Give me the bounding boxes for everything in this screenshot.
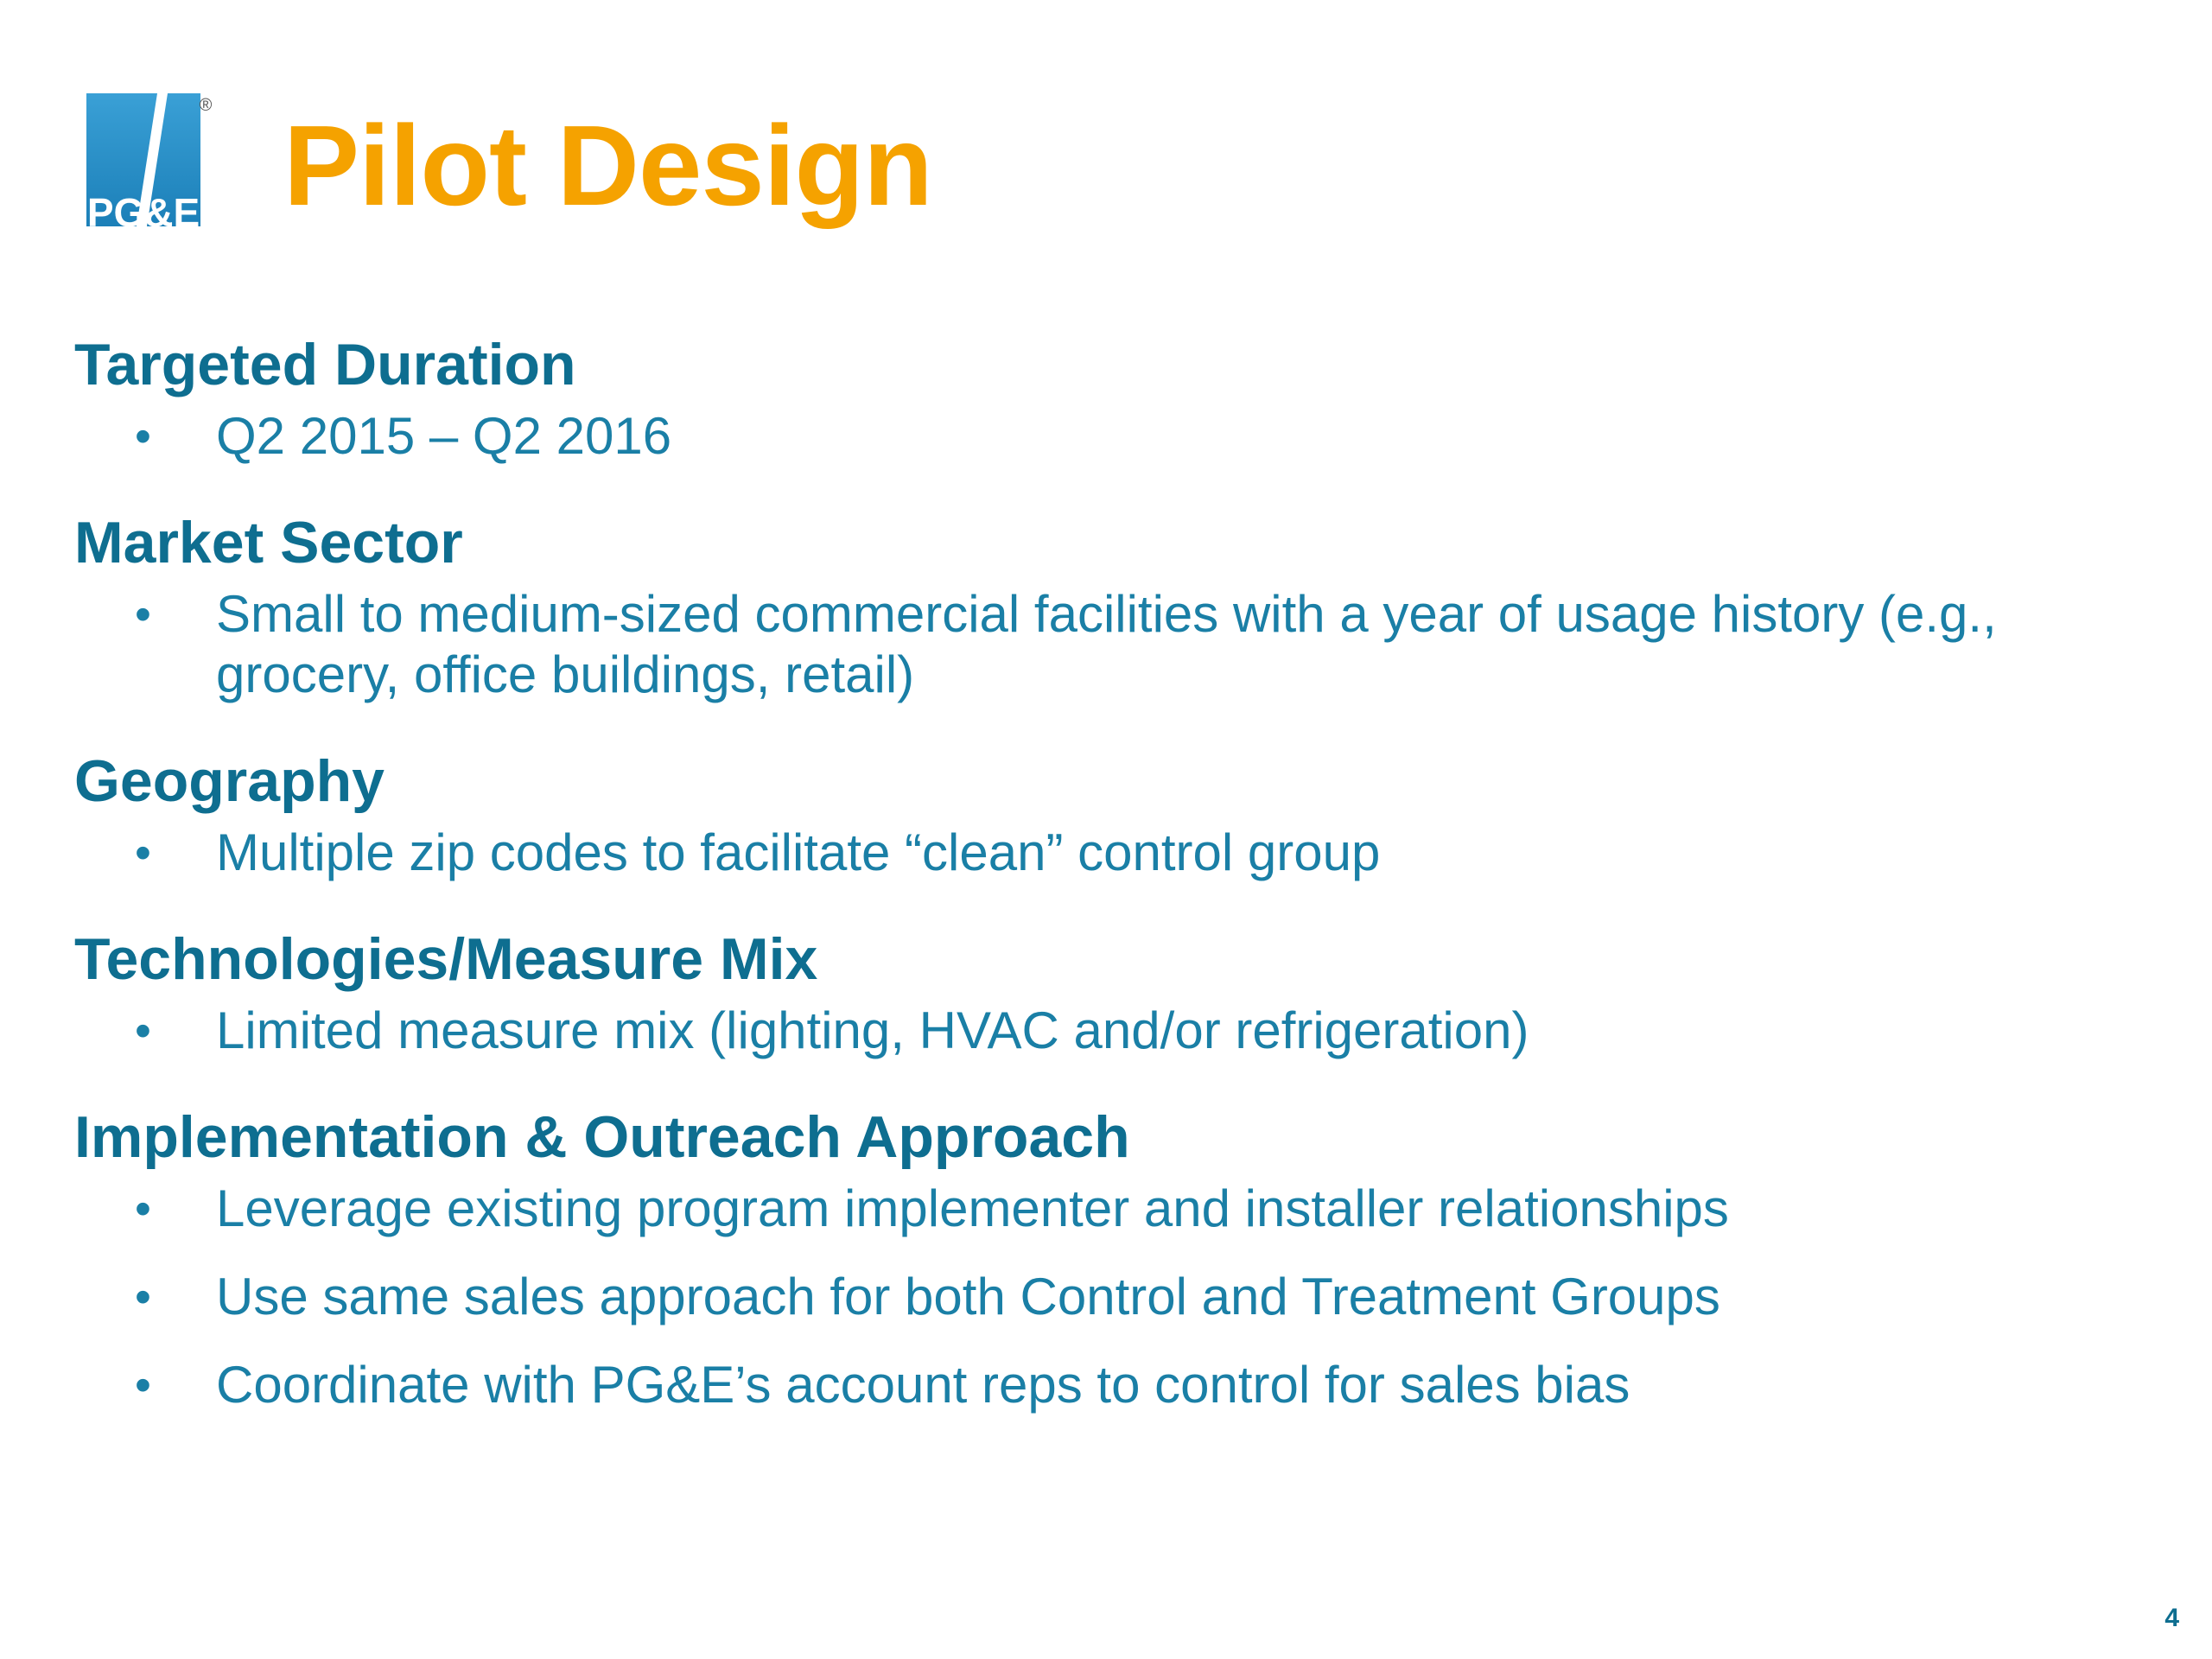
section-targeted-duration [74, 328, 2131, 467]
page-title: Pilot Design [283, 102, 932, 229]
section-heading: Geography [74, 748, 385, 814]
bullet-item [74, 1267, 2131, 1327]
bullet-list [74, 1001, 2131, 1061]
bullet-text: Q2 2015 – Q2 2016 [216, 407, 672, 465]
bullet-text: Leverage existing program implementer and installer relationships [216, 1179, 1729, 1237]
section-geography [74, 745, 2131, 883]
section-heading: Implementation & Outreach Approach [74, 1104, 1130, 1170]
bullet-text: Limited measure mix (lighting, HVAC and/or refrigeration) [216, 1001, 1529, 1059]
bullet-glyph: • [135, 1005, 151, 1057]
section-market-sector [74, 506, 2131, 705]
bullet-item [74, 823, 2131, 883]
bullet-item [74, 1355, 2131, 1415]
bullet-list [74, 584, 2131, 705]
section-implementation [74, 1101, 2131, 1415]
bullet-text: Coordinate with PG&E’s account reps to control for sales bias [216, 1356, 1630, 1414]
bullet-glyph: • [135, 410, 151, 462]
bullet-glyph: • [135, 1271, 151, 1323]
bullet-glyph: • [135, 588, 151, 640]
bullet-item [74, 406, 2131, 467]
pge-logo [74, 93, 213, 259]
bullet-glyph: • [135, 827, 151, 879]
bullet-text: Multiple zip codes to facilitate “clean” control group [216, 823, 1381, 881]
svg-text:PG&E: PG&E [86, 190, 200, 235]
bullet-list [74, 1179, 2131, 1415]
bullet-item [74, 1179, 2131, 1239]
bullet-item [74, 1001, 2131, 1061]
bullet-text: Small to medium-sized commercial facilities with a year of usage history (e.g., grocery, office buildings, retail) [216, 585, 1997, 703]
bullet-list [74, 823, 2131, 883]
page-number: 4 [2164, 1604, 2179, 1632]
section-heading: Targeted Duration [74, 332, 576, 397]
bullet-text: Use same sales approach for both Control and Treatment Groups [216, 1268, 1720, 1325]
content [74, 328, 2131, 1415]
section-heading: Technologies/Measure Mix [74, 926, 818, 992]
svg-text:®: ® [199, 96, 213, 115]
bullet-glyph: • [135, 1359, 151, 1411]
bullet-glyph: • [135, 1183, 151, 1235]
section-heading: Market Sector [74, 510, 463, 575]
bullet-item [74, 584, 2074, 705]
section-technologies [74, 923, 2131, 1061]
bullet-list [74, 406, 2131, 467]
